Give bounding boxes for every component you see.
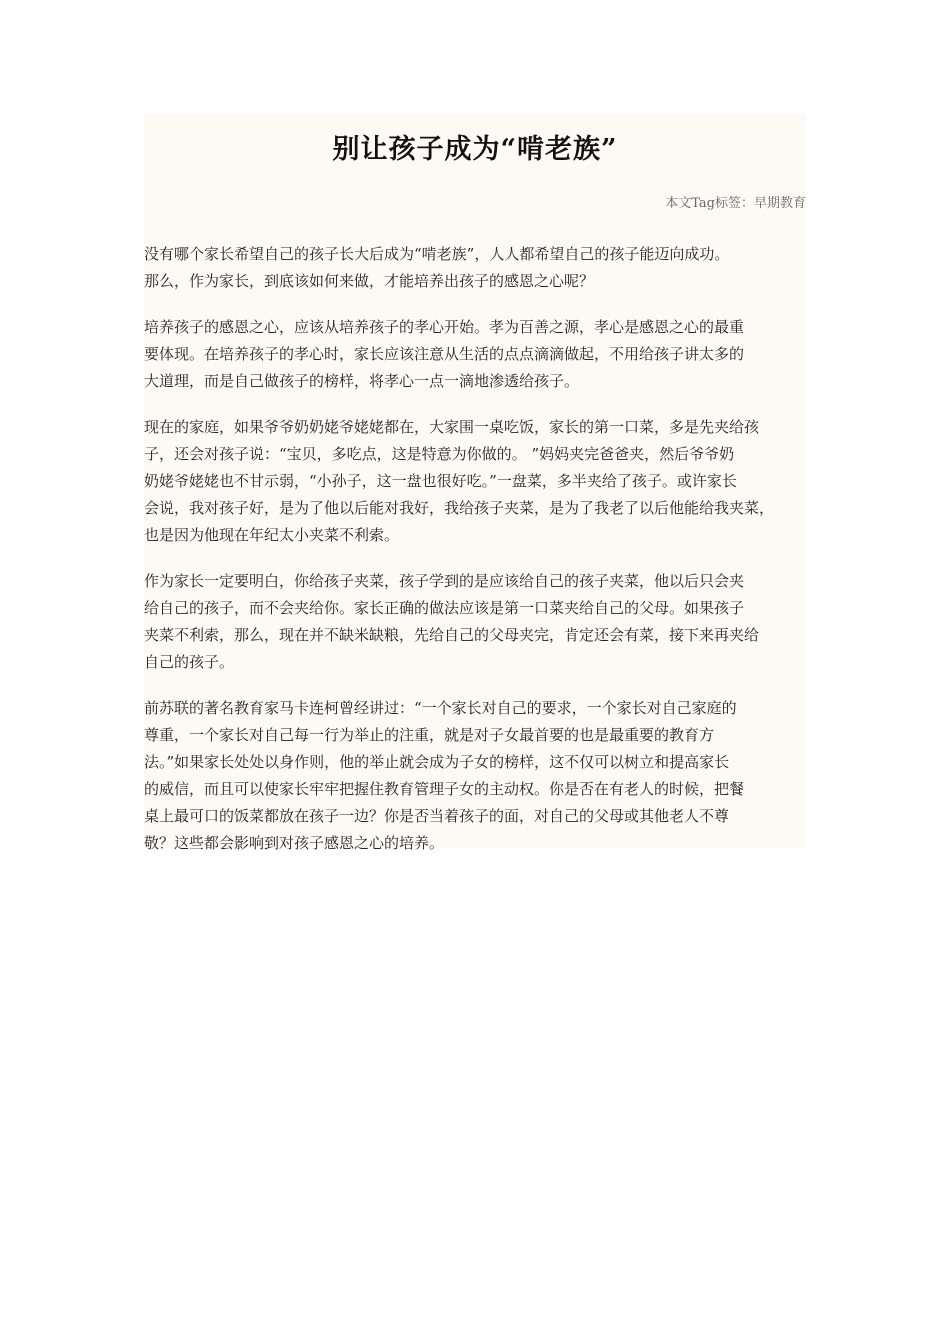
paragraph-line: 大道理，而是自己做孩子的榜样，将孝心一点一滴地渗透给孩子。 [144,372,580,390]
article-title: 别让孩子成为“啃老族” [332,134,618,165]
paragraph-line: 要体现。在培养孩子的孝心时，家长应该注意从生活的点点滴滴做起，不用给孩子讲太多的 [144,345,745,363]
paragraph-line: 前苏联的著名教育家马卡连柯曾经讲过：“一个家长对自己的要求，一个家长对自己家庭的 [144,699,737,717]
paragraph-line: 自己的孩子。 [144,653,235,671]
paragraph-line: 尊重，一个家长对自己每一行为举止的注重，就是对子女最首要的也是最重要的教育方 [144,726,715,744]
paragraph-line: 也是因为他现在年纪太小夹菜不利索。 [144,526,400,544]
paragraph-1 [144,241,806,295]
paragraph-line: 法。”如果家长处处以身作则，他的举止就会成为子女的榜样，这不仅可以树立和提高家长 [144,753,730,771]
paragraph-4 [144,568,806,676]
paragraph-line: 培养孩子的感恩之心，应该从培养孩子的孝心开始。孝为百善之源，孝心是感恩之心的最重 [144,318,745,336]
tag-value: 早期教育 [753,196,806,211]
paragraph-5 [144,695,806,857]
paragraph-line: 现在的家庭，如果爷爷奶奶姥爷姥姥都在，大家围一桌吃饭，家长的第一口菜，多是先夹给孩 [144,418,760,436]
paragraph-line: 作为家长一定要明白，你给孩子夹菜，孩子学到的是应该给自己的孩子夹菜，他以后只会夹 [144,572,745,590]
paragraph-line: 给自己的孩子，而不会夹给你。家长正确的做法应该是第一口菜夹给自己的父母。如果孩子 [144,599,745,617]
paragraph-2 [144,314,806,395]
paragraph-line: 敬？这些都会影响到对孩子感恩之心的培养。 [144,834,445,852]
paragraph-line: 会说，我对孩子好，是为了他以后能对我好，我给孩子夹菜，是为了我老了以后他能给我夹菜， [144,499,775,517]
paragraph-line: 桌上最可口的饭菜都放在孩子一边？你是否当着孩子的面，对自己的父母或其他老人不尊 [144,807,730,825]
tag-line [144,195,806,213]
paragraph-line: 的威信，而且可以使家长牢牢把握住教育管理子女的主动权。你是否在有老人的时候，把餐 [144,780,745,798]
paragraph-line: 子，还会对孩子说：“宝贝，多吃点，这是特意为你做的。 ”妈妈夹完爸爸夹，然后爷爷奶 [144,445,735,463]
article-container [144,114,806,852]
paragraph-3 [144,414,806,549]
paragraph-line: 没有哪个家长希望自己的孩子长大后成为“啃老族”，人人都希望自己的孩子能迈向成功。 [144,245,730,263]
paragraph-line: 那么，作为家长，到底该如何来做，才能培养出孩子的感恩之心呢？ [144,272,595,290]
paragraph-line: 奶姥爷姥姥也不甘示弱，“小孙子，这一盘也很好吃。”一盘菜，多半夹给了孩子。或许家长 [144,472,737,490]
tag-label: 本文Tag标签： [665,196,754,211]
paragraph-line: 夹菜不利索，那么，现在并不缺米缺粮，先给自己的父母夹完，肯定还会有菜，接下来再夹给 [144,626,760,644]
